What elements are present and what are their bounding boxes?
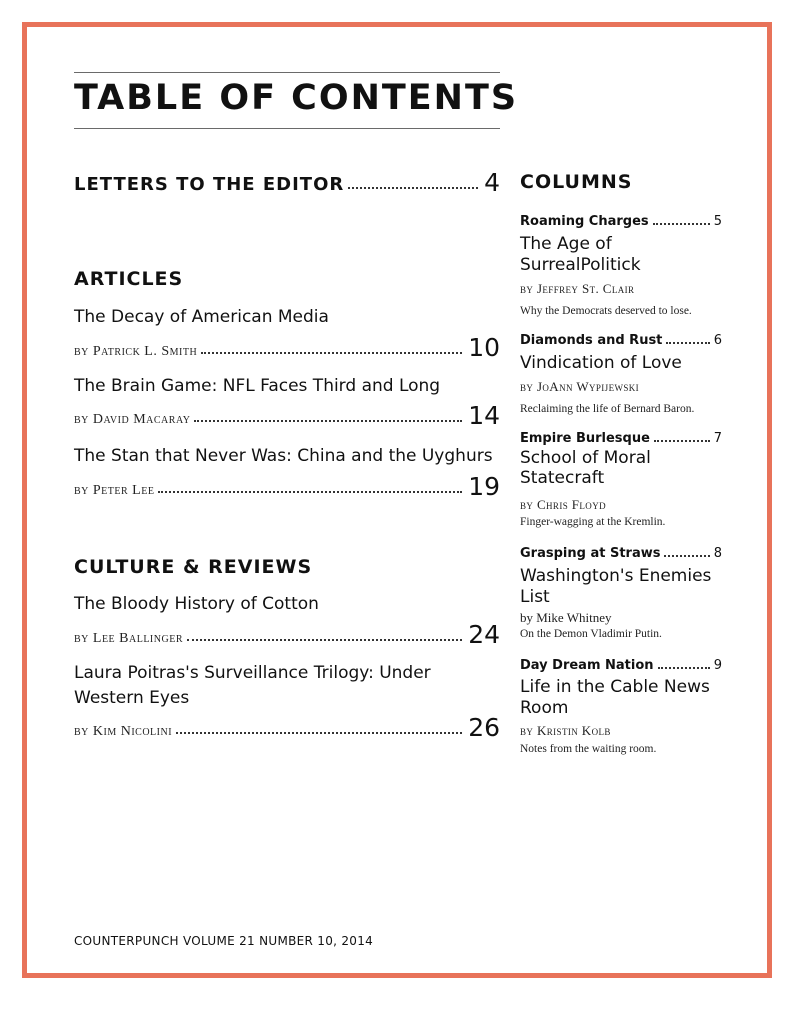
- column-description: Why the Democrats deserved to lose.: [520, 305, 692, 317]
- column-title-line[interactable]: Room: [520, 698, 569, 718]
- article-byline: by Peter Lee: [74, 483, 155, 498]
- column-title-line[interactable]: School of Moral: [520, 448, 651, 468]
- articles-heading: ARTICLES: [74, 268, 184, 290]
- letters-entry[interactable]: [74, 165, 500, 195]
- leader-dots: [658, 667, 710, 669]
- leader-dots: [654, 440, 710, 442]
- page-number: 4: [484, 168, 500, 197]
- column-section: [520, 211, 722, 229]
- column-byline: by Kristin Kolb: [520, 723, 611, 738]
- leader-dots: [201, 352, 462, 354]
- column-name: Empire Burlesque: [520, 431, 650, 446]
- review-byline-row: [74, 617, 500, 647]
- column-name: Grasping at Straws: [520, 546, 661, 561]
- review-title-line[interactable]: Laura Poitras's Surveillance Trilogy: Under: [74, 663, 431, 683]
- article-title[interactable]: The Decay of American Media: [74, 307, 329, 327]
- leader-dots: [348, 187, 478, 189]
- leader-dots: [666, 342, 709, 344]
- column-title-line[interactable]: Vindication of Love: [520, 353, 682, 373]
- issue-footer: COUNTERPUNCH VOLUME 21 NUMBER 10, 2014: [74, 934, 374, 948]
- column-byline: by Mike Whitney: [520, 610, 612, 625]
- column-name: Diamonds and Rust: [520, 333, 663, 348]
- article-title[interactable]: The Stan that Never Was: China and the Uyghurs: [74, 446, 493, 466]
- leader-dots: [664, 555, 709, 557]
- column-description: Notes from the waiting room.: [520, 743, 657, 755]
- column-title-line[interactable]: The Age of: [520, 234, 612, 254]
- page-number: 19: [468, 472, 500, 501]
- column-description: Reclaiming the life of Bernard Baron.: [520, 403, 695, 415]
- columns-heading: COLUMNS: [520, 171, 633, 193]
- column-name: Roaming Charges: [520, 214, 649, 229]
- page-number: 6: [713, 333, 722, 348]
- column-byline: by Jeffrey St. Clair: [520, 281, 635, 296]
- article-byline-row: [74, 469, 500, 499]
- article-byline-row: [74, 330, 500, 360]
- article-byline-row: [74, 398, 500, 428]
- review-title[interactable]: The Bloody History of Cotton: [74, 594, 319, 614]
- article-byline: by David Macaray: [74, 412, 191, 427]
- review-byline-row: [74, 710, 500, 740]
- column-name: Day Dream Nation: [520, 658, 654, 673]
- leader-dots: [158, 491, 462, 493]
- article-title[interactable]: The Brain Game: NFL Faces Third and Long: [74, 376, 441, 396]
- page-number: 10: [468, 333, 500, 362]
- column-description: Finger-wagging at the Kremlin.: [520, 516, 666, 528]
- column-section: [520, 543, 722, 561]
- column-title-line[interactable]: Washington's Enemies: [520, 566, 712, 586]
- page-title: TABLE OF CONTENTS: [74, 78, 519, 118]
- leader-dots: [653, 223, 710, 225]
- column-section: [520, 428, 722, 446]
- column-title-line[interactable]: Life in the Cable News: [520, 677, 710, 697]
- letters-label: LETTERS TO THE EDITOR: [74, 174, 345, 195]
- page-number: 8: [713, 546, 722, 561]
- page-number: 26: [468, 713, 500, 742]
- page-number: 24: [468, 620, 500, 649]
- column-byline: by Chris Floyd: [520, 497, 607, 512]
- review-title-line[interactable]: Western Eyes: [74, 688, 190, 708]
- leader-dots: [187, 639, 462, 641]
- column-title-line[interactable]: SurrealPolitick: [520, 255, 641, 275]
- leader-dots: [194, 420, 462, 422]
- article-byline: by Patrick L. Smith: [74, 344, 198, 359]
- page-number: 5: [713, 214, 722, 229]
- leader-dots: [176, 732, 462, 734]
- page-number: 9: [713, 658, 722, 673]
- page-number: 14: [468, 401, 500, 430]
- column-title-line[interactable]: Statecraft: [520, 468, 605, 488]
- column-section: [520, 330, 722, 348]
- title-rule-bottom: [74, 128, 500, 129]
- column-description: On the Demon Vladimir Putin.: [520, 628, 662, 640]
- title-rule-top: [74, 72, 500, 73]
- column-byline: by JoAnn Wypijewski: [520, 379, 640, 394]
- column-section: [520, 655, 722, 673]
- review-byline: by Kim Nicolini: [74, 724, 173, 739]
- column-title-line[interactable]: List: [520, 587, 550, 607]
- culture-heading: CULTURE & REVIEWS: [74, 556, 313, 578]
- page-number: 7: [713, 431, 722, 446]
- review-byline: by Lee Ballinger: [74, 631, 183, 646]
